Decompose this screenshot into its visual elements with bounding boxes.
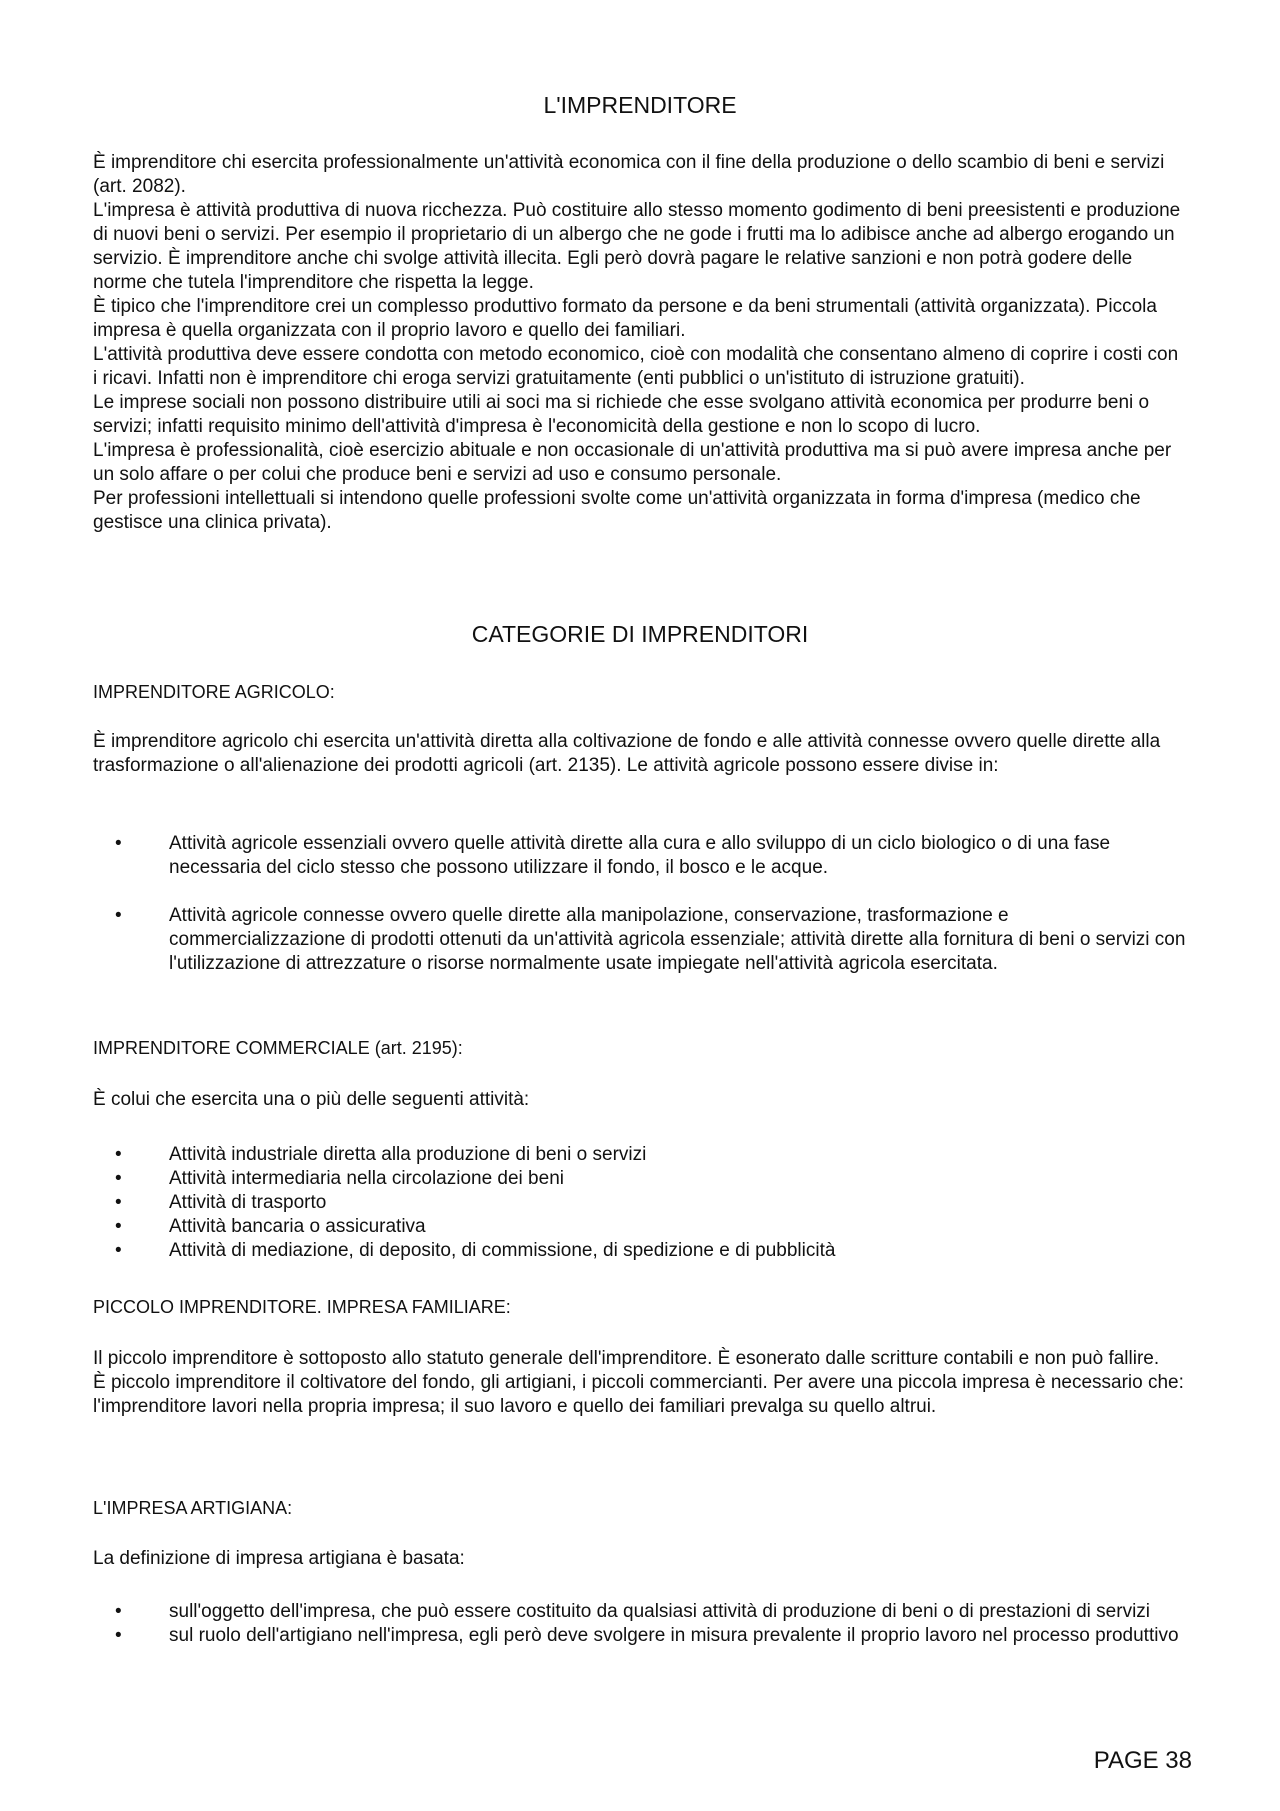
page-number: PAGE 38 xyxy=(1093,1747,1192,1774)
list-item-text: sul ruolo dell'artigiano nell'impresa, egli però deve svolgere in misura prevalente il proprio lavoro nel processo produttivo xyxy=(169,1625,1179,1646)
list-item xyxy=(93,1624,1187,1648)
intro-paragraph: L'impresa è attività produttiva di nuova ricchezza. Può costituire allo stesso momento godimento di beni preesistenti e produzione di nuovi beni o servizi. Per esempio il proprietario di un albergo che ne gode i frutti ma lo adibisce anche ad albergo erogando un servizio. È imprenditore anche chi svolge attività illecita. Egli però dovrà pagare le relative sanzioni e non potrà godere delle norme che tutela l'imprenditore che rispetta la legge. xyxy=(93,200,1181,293)
list-item xyxy=(93,832,1187,880)
list-item-text: Attività industriale diretta alla produzione di beni o servizi xyxy=(169,1144,647,1165)
list-item-text: Attività agricole essenziali ovvero quelle attività dirette alla cura e allo sviluppo di un ciclo biologico o di una fase necessaria del ciclo stesso che possono utilizzare il fondo, il bosco e le acque. xyxy=(169,833,1111,878)
piccolo-paragraph: È piccolo imprenditore il coltivatore del fondo, gli artigiani, i piccoli commercianti. Per avere una piccola impresa è necessario che: l'imprenditore lavori nella propria impresa; il suo lavoro e quello dei familiari prevalga su quello altrui. xyxy=(93,1372,1184,1417)
intro-paragraph: È tipico che l'imprenditore crei un complesso produttivo formato da persone e da beni strumentali (attività organizzata). Piccola impresa è quella organizzata con il proprio lavoro e quello dei familiari. xyxy=(93,296,1157,341)
list-item xyxy=(93,1239,1187,1263)
bullet-icon: • xyxy=(115,905,122,926)
list-item xyxy=(93,1191,1187,1215)
commerciale-text: È colui che esercita una o più delle seguenti attività: xyxy=(93,1089,530,1110)
page-title: L'IMPRENDITORE xyxy=(543,92,737,118)
intro-paragraph: Le imprese sociali non possono distribuire utili ai soci ma si richiede che esse svolgano attività economica per produrre beni o servizi; infatti requisito minimo dell'attività d'impresa è l'economicità della gestione e non lo scopo di lucro. xyxy=(93,392,1150,437)
list-item xyxy=(93,1600,1187,1624)
list-item-text: Attività agricole connesse ovvero quelle dirette alla manipolazione, conservazione, trasformazione e commercializzazione di prodotti ottenuti da un'attività agricola essenziale; attività dirette alla fornitura di beni o servizi con l'utilizzazione di attrezzature o risorse normalmente usate impiegate nell'attività agricola esercitata. xyxy=(169,905,1186,974)
commerciale-list xyxy=(93,1143,1187,1263)
artigiana-list xyxy=(93,1600,1187,1648)
list-item xyxy=(93,1215,1187,1239)
intro-paragraph: È imprenditore chi esercita professionalmente un'attività economica con il fine della produzione o dello scambio di beni e servizi (art. 2082). xyxy=(93,152,1165,197)
intro-paragraph: Per professioni intellettuali si intendono quelle professioni svolte come un'attività organizzata in forma d'impresa (medico che gestisce una clinica privata). xyxy=(93,488,1141,533)
list-item-text: Attività bancaria o assicurativa xyxy=(169,1216,426,1237)
list-item xyxy=(93,1167,1187,1191)
intro-paragraph: L'attività produttiva deve essere condotta con metodo economico, cioè con modalità che consentano almeno di coprire i costi con i ricavi. Infatti non è imprenditore chi eroga servizi gratuitamente (enti pubblici o un'istituto di istruzione gratuiti). xyxy=(93,344,1179,389)
list-item-text: Attività intermediaria nella circolazione dei beni xyxy=(169,1168,564,1189)
bullet-icon: • xyxy=(115,1601,122,1622)
agricolo-heading: IMPRENDITORE AGRICOLO: xyxy=(93,682,335,702)
categories-title: CATEGORIE DI IMPRENDITORI xyxy=(471,621,809,647)
agricolo-text: È imprenditore agricolo chi esercita un'attività diretta alla coltivazione de fondo e alle attività connesse ovvero quelle dirette alla trasformazione o all'alienazione dei prodotti agricoli (art. 2135). Le attività agricole possono essere divise in: xyxy=(93,731,1161,776)
list-item xyxy=(93,1143,1187,1167)
bullet-icon: • xyxy=(115,1216,122,1237)
bullet-icon: • xyxy=(115,1144,122,1165)
bullet-icon: • xyxy=(115,1240,122,1261)
bullet-icon: • xyxy=(115,1168,122,1189)
artigiana-heading: L'IMPRESA ARTIGIANA: xyxy=(93,1498,293,1518)
bullet-icon: • xyxy=(115,1625,122,1646)
bullet-icon: • xyxy=(115,833,122,854)
piccolo-section xyxy=(93,1347,1187,1419)
artigiana-text: La definizione di impresa artigiana è basata: xyxy=(93,1548,465,1569)
list-item-text: Attività di mediazione, di deposito, di commissione, di spedizione e di pubblicità xyxy=(169,1240,836,1261)
bullet-icon: • xyxy=(115,1192,122,1213)
piccolo-paragraph: Il piccolo imprenditore è sottoposto allo statuto generale dell'imprenditore. È esonerato dalle scritture contabili e non può fallire. xyxy=(93,1348,1160,1369)
list-item xyxy=(93,904,1187,976)
intro-paragraph: L'impresa è professionalità, cioè esercizio abituale e non occasionale di un'attività produttiva ma si può avere impresa anche per un solo affare o per colui che produce beni e servizi ad uso e consumo personale. xyxy=(93,440,1172,485)
agricolo-list xyxy=(93,832,1187,976)
intro-section xyxy=(93,151,1187,535)
list-item-text: sull'oggetto dell'impresa, che può essere costituito da qualsiasi attività di produzione di beni o di prestazioni di servizi xyxy=(169,1601,1151,1622)
piccolo-heading: PICCOLO IMPRENDITORE. IMPRESA FAMILIARE: xyxy=(93,1297,511,1317)
commerciale-heading: IMPRENDITORE COMMERCIALE (art. 2195): xyxy=(93,1038,463,1058)
list-item-text: Attività di trasporto xyxy=(169,1192,327,1213)
